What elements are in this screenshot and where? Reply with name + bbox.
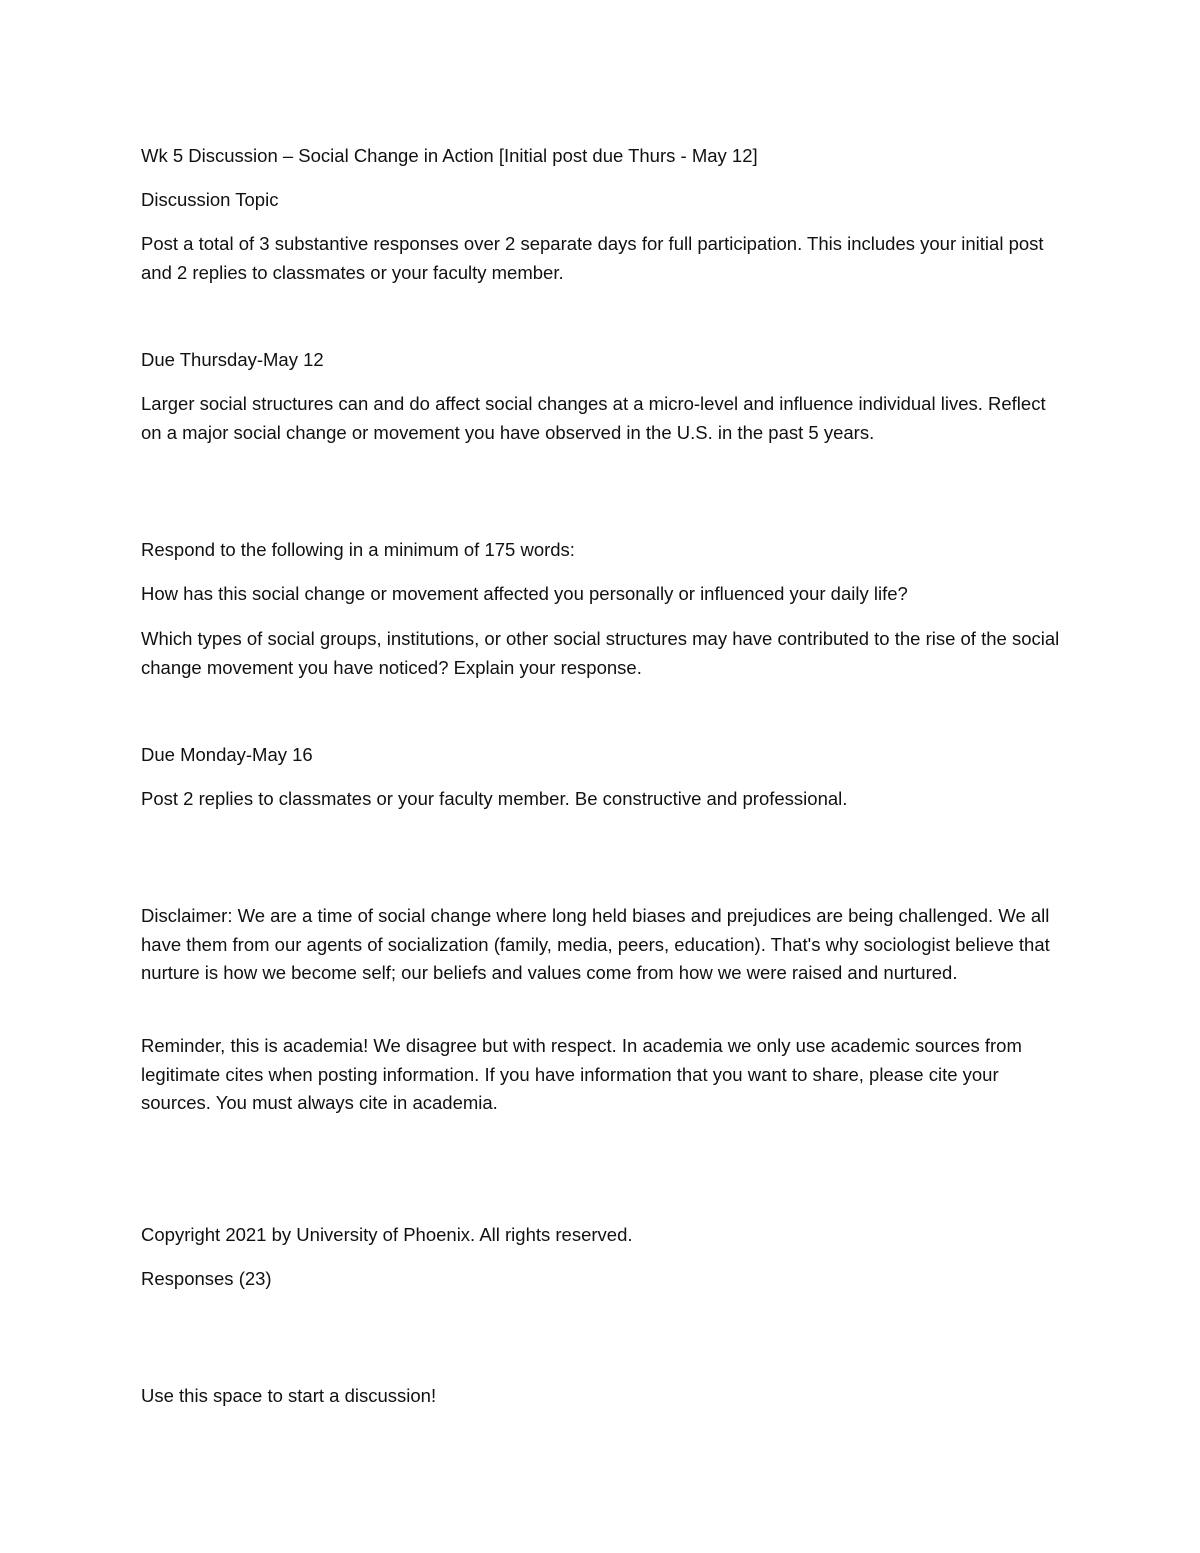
question-1: How has this social change or movement affected you personally or influenced your daily life? (141, 583, 908, 604)
prompt-intro-text: Larger social structures can and do affect social changes at a micro-level and influence individual lives. Reflect on a major social change or movement you have observed in the U.S. in the past 5 years. (141, 393, 1046, 443)
due-monday-heading: Due Monday-May 16 (141, 744, 313, 765)
replies-instruction: Post 2 replies to classmates or your faculty member. Be constructive and professional. (141, 788, 848, 809)
respond-instruction: Respond to the following in a minimum of 175 words: (141, 539, 575, 560)
disclaimer-text: Disclaimer: We are a time of social change where long held biases and prejudices are being challenged. We all have them from our agents of socialization (family, media, peers, education). That's why sociologist believe that nurture is how we become self; our beliefs and values come from how we were raised and nurtured. (141, 905, 1050, 983)
section-heading: Discussion Topic (141, 189, 279, 210)
copyright-text: Copyright 2021 by University of Phoenix. All rights reserved. (141, 1224, 633, 1245)
start-discussion-text: Use this space to start a discussion! (141, 1385, 437, 1406)
due-thursday-heading: Due Thursday-May 12 (141, 349, 324, 370)
discussion-title: Wk 5 Discussion – Social Change in Action [Initial post due Thurs - May 12] (141, 145, 758, 166)
participation-text: Post a total of 3 substantive responses over 2 separate days for full participation. This includes your initial post and 2 replies to classmates or your faculty member. (141, 233, 1044, 283)
question-2: Which types of social groups, institutions, or other social structures may have contributed to the rise of the social change movement you have noticed? Explain your response. (141, 628, 1060, 678)
reminder-text: Reminder, this is academia! We disagree but with respect. In academia we only use academic sources from legitimate cites when posting information. If you have information that you want to share, please cite your sources. You must always cite in academia. (141, 1035, 1022, 1113)
responses-count: Responses (23) (141, 1268, 272, 1289)
